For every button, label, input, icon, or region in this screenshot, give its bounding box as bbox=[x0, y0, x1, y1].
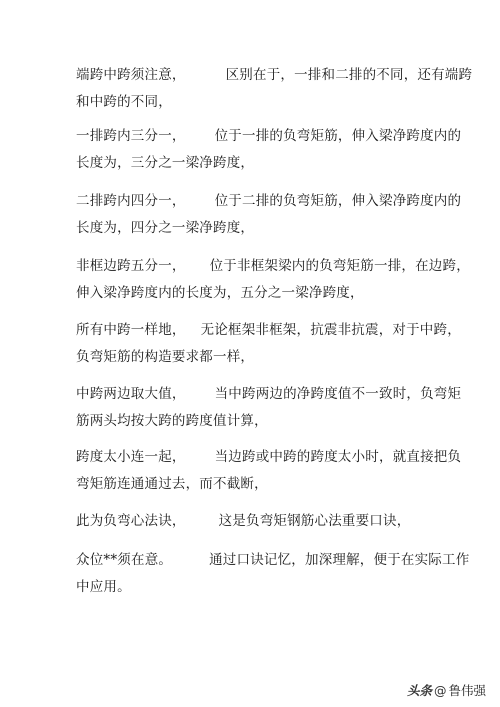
verse-line: 非框边跨五分一， bbox=[76, 258, 186, 274]
paragraph-line-2: 长度为，四分之一梁净跨度， bbox=[76, 220, 255, 236]
explanation-text: 无论框架非框架，抗震非抗震，对于中跨， bbox=[200, 322, 461, 338]
verse-line: 中跨两边取大值， bbox=[76, 386, 186, 402]
explanation-text: 当中跨两边的净跨度值不一致时，负弯矩 bbox=[214, 386, 462, 402]
paragraph-line-1 bbox=[76, 188, 462, 215]
paragraph-line-2: 筋两头均按大跨的跨度值计算， bbox=[76, 413, 268, 429]
paragraph-line-2: 和中跨的不同， bbox=[76, 94, 172, 110]
explanation-text: 这是负弯矩钢筋心法重要口诀， bbox=[218, 513, 411, 529]
verse-line: 众位**须在意。 bbox=[76, 552, 173, 568]
paragraph-line-2: 负弯矩筋的构造要求都一样， bbox=[76, 349, 255, 365]
brand-logo-text: 头条 bbox=[406, 683, 432, 698]
source-watermark bbox=[407, 681, 486, 699]
paragraph-line-1 bbox=[76, 62, 473, 89]
paragraph-line-2: 弯矩筋连通通过去，而不截断， bbox=[76, 476, 268, 492]
explanation-text: 当边跨或中跨的跨度太小时，就直接把负 bbox=[214, 449, 462, 465]
paragraph-8 bbox=[76, 508, 436, 535]
explanation-text: 位于一排的负弯矩筋，伸入梁净跨度内的 bbox=[214, 128, 462, 144]
paragraph-line-2: 伸入梁净跨度内的长度为，五分之一梁净跨度， bbox=[76, 285, 364, 301]
explanation-text: 通过口诀记忆，加深理解，便于在实际工作 bbox=[209, 552, 470, 568]
paragraph-9 bbox=[76, 547, 470, 601]
paragraph-line-1 bbox=[76, 253, 470, 280]
explanation-text: 区别在于，一排和二排的不同，还有端跨 bbox=[225, 67, 473, 83]
paragraph-1 bbox=[76, 62, 473, 116]
paragraph-line-1 bbox=[76, 444, 462, 471]
paragraph-7 bbox=[76, 444, 462, 498]
paragraph-6 bbox=[76, 381, 462, 435]
verse-line: 跨度太小连一起， bbox=[76, 449, 186, 465]
paragraph-line-2: 中应用。 bbox=[76, 579, 131, 595]
paragraph-line-1 bbox=[76, 547, 470, 574]
paragraph-5 bbox=[76, 317, 461, 371]
paragraph-line-1 bbox=[76, 381, 462, 408]
verse-line: 二排跨内四分一， bbox=[76, 193, 186, 209]
paragraph-4 bbox=[76, 253, 470, 307]
explanation-text: 位于二排的负弯矩筋，伸入梁净跨度内的 bbox=[214, 193, 462, 209]
explanation-text: 位于非框架梁内的负弯矩筋一排，在边跨， bbox=[209, 258, 470, 274]
author-name: 鲁伟强 bbox=[448, 683, 486, 698]
verse-line: 所有中跨一样地， bbox=[76, 322, 186, 338]
paragraph-line-2: 长度为，三分之一梁净跨度， bbox=[76, 155, 255, 171]
paragraph-line-1 bbox=[76, 508, 436, 535]
paragraph-2 bbox=[76, 123, 462, 177]
verse-line: 一排跨内三分一， bbox=[76, 128, 186, 144]
paragraph-line-1 bbox=[76, 317, 461, 344]
paragraph-line-1 bbox=[76, 123, 462, 150]
paragraph-3 bbox=[76, 188, 462, 242]
verse-line: 端跨中跨须注意， bbox=[76, 67, 186, 83]
at-symbol: @ bbox=[433, 682, 447, 698]
verse-line: 此为负弯心法诀， bbox=[76, 513, 186, 529]
